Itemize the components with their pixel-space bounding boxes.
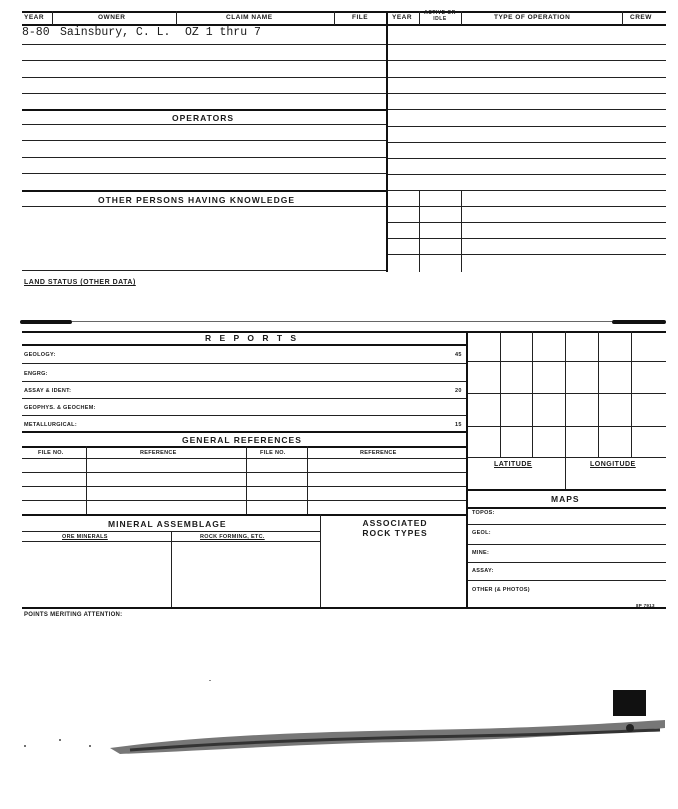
col-divider: [86, 446, 87, 514]
topos-label: TOPOS:: [472, 510, 495, 516]
longitude-label: LONGITUDE: [590, 461, 636, 468]
ref-reference-header: REFERENCE: [140, 450, 177, 456]
row-line: [388, 93, 666, 94]
ore-minerals-header: ORE MINERALS: [62, 534, 108, 540]
row-line: [22, 415, 466, 416]
row-line: [468, 544, 666, 545]
reports-right-divider: [466, 331, 468, 609]
side-number: 15: [455, 422, 462, 428]
row-line: [22, 77, 386, 78]
mineral-assemblage-title: MINERAL ASSEMBLAGE: [108, 519, 227, 529]
grid-line: [468, 393, 666, 394]
separator-line: [72, 321, 612, 322]
header-year: YEAR: [24, 14, 45, 21]
maps-top-border: [468, 489, 666, 491]
entry-year: 8-80: [22, 26, 50, 39]
col-divider: [52, 11, 53, 25]
other-photos-label: OTHER (& PHOTOS): [472, 587, 530, 593]
row-line: [388, 254, 666, 255]
row-line: [22, 344, 466, 346]
row-line: [22, 431, 466, 433]
col-divider: [176, 11, 177, 25]
points-meriting-attention-label: POINTS MERITING ATTENTION:: [24, 612, 123, 618]
row-line: [22, 500, 466, 501]
header-year-2: YEAR: [392, 14, 413, 21]
header-owner: OWNER: [98, 14, 126, 21]
row-line: [22, 124, 386, 125]
grid-line: [468, 457, 666, 458]
row-line: [22, 157, 386, 158]
col-divider: [171, 531, 172, 608]
row-line: [22, 514, 466, 516]
row-line: [22, 458, 466, 459]
ref-file-no-header: FILE NO.: [38, 450, 64, 456]
col-divider: [334, 11, 335, 25]
geology-label: GEOLOGY:: [24, 352, 56, 358]
row-line: [388, 158, 666, 159]
row-line: [22, 60, 386, 61]
row-line: [22, 398, 466, 399]
row-line: [22, 472, 466, 473]
latitude-label: LATITUDE: [494, 461, 533, 468]
row-line: [22, 270, 386, 271]
entry-owner: Sainsbury, C. L.: [60, 26, 171, 39]
assay-map-label: ASSAY:: [472, 568, 494, 574]
col-divider: [320, 514, 321, 608]
col-divider: [461, 190, 462, 272]
header-crew: CREW: [630, 14, 652, 21]
row-line: [22, 190, 386, 192]
row-line: [22, 486, 466, 487]
separator-mark: [20, 320, 72, 324]
ref-file-no-header-2: FILE NO.: [260, 450, 286, 456]
maps-title: MAPS: [551, 494, 580, 504]
row-line: [388, 126, 666, 127]
assay-ident-label: ASSAY & IDENT:: [24, 388, 72, 394]
row-line: [22, 173, 386, 174]
row-line: [22, 44, 386, 45]
row-line: [22, 381, 466, 382]
row-line: [388, 142, 666, 143]
grid-line: [598, 331, 599, 457]
entry-claim-name: OZ 1 thru 7: [185, 26, 261, 39]
row-line: [468, 580, 666, 581]
grid-line: [500, 331, 501, 457]
other-persons-title: OTHER PERSONS HAVING KNOWLEDGE: [98, 195, 296, 205]
general-references-title: GENERAL REFERENCES: [182, 435, 302, 445]
header-active-idle: ACTIVE OR IDLE: [424, 10, 456, 22]
col-divider: [419, 11, 420, 25]
reports-bottom-border: [22, 607, 666, 609]
row-line: [388, 109, 666, 110]
row-line: [388, 77, 666, 78]
grid-line: [565, 331, 566, 489]
header-file: FILE: [352, 14, 369, 21]
row-line: [388, 222, 666, 223]
col-divider: [461, 11, 462, 25]
row-line: [388, 60, 666, 61]
operators-title: OPERATORS: [172, 113, 235, 123]
geophys-label: GEOPHYS. & GEOCHEM:: [24, 405, 96, 411]
top-border: [22, 11, 666, 13]
row-line: [22, 446, 466, 448]
row-line: [22, 206, 386, 207]
header-type-of-operation: TYPE OF OPERATION: [494, 14, 571, 21]
row-line: [22, 140, 386, 141]
row-line: [388, 174, 666, 175]
grid-line: [468, 361, 666, 362]
col-divider: [307, 446, 308, 514]
row-line: [468, 524, 666, 525]
row-line: [388, 206, 666, 207]
geol-label: GEOL:: [472, 530, 491, 536]
header-claim-name: CLAIM NAME: [226, 14, 273, 21]
scan-noise: [0, 680, 678, 780]
grid-line: [468, 426, 666, 427]
col-divider: [246, 446, 247, 514]
reports-top-border: [22, 331, 666, 333]
row-line: [468, 562, 666, 563]
row-line: [22, 93, 386, 94]
metallurgical-label: METALLURGICAL:: [24, 422, 77, 428]
mine-label: MINE:: [472, 550, 490, 556]
form-number: 8P 7913: [636, 603, 655, 608]
row-line: [388, 44, 666, 45]
row-line: [468, 507, 666, 509]
separator-mark: [612, 320, 666, 324]
side-number: 45: [455, 352, 462, 358]
grid-line: [631, 331, 632, 457]
row-line: [22, 109, 386, 111]
col-divider: [622, 11, 623, 25]
engrg-label: ENGRG:: [24, 371, 48, 377]
ref-reference-header-2: REFERENCE: [360, 450, 397, 456]
col-divider: [419, 190, 420, 272]
side-number: 20: [455, 388, 462, 394]
reports-title: R E P O R T S: [205, 333, 300, 343]
row-line: [388, 190, 666, 191]
associated-rock-types-title: ASSOCIATED ROCK TYPES: [362, 518, 428, 538]
grid-line: [532, 331, 533, 457]
row-line: [388, 238, 666, 239]
rock-forming-header: ROCK FORMING, ETC.: [200, 534, 265, 540]
land-status-title: LAND STATUS (OTHER DATA): [24, 279, 136, 286]
row-line: [22, 363, 466, 364]
